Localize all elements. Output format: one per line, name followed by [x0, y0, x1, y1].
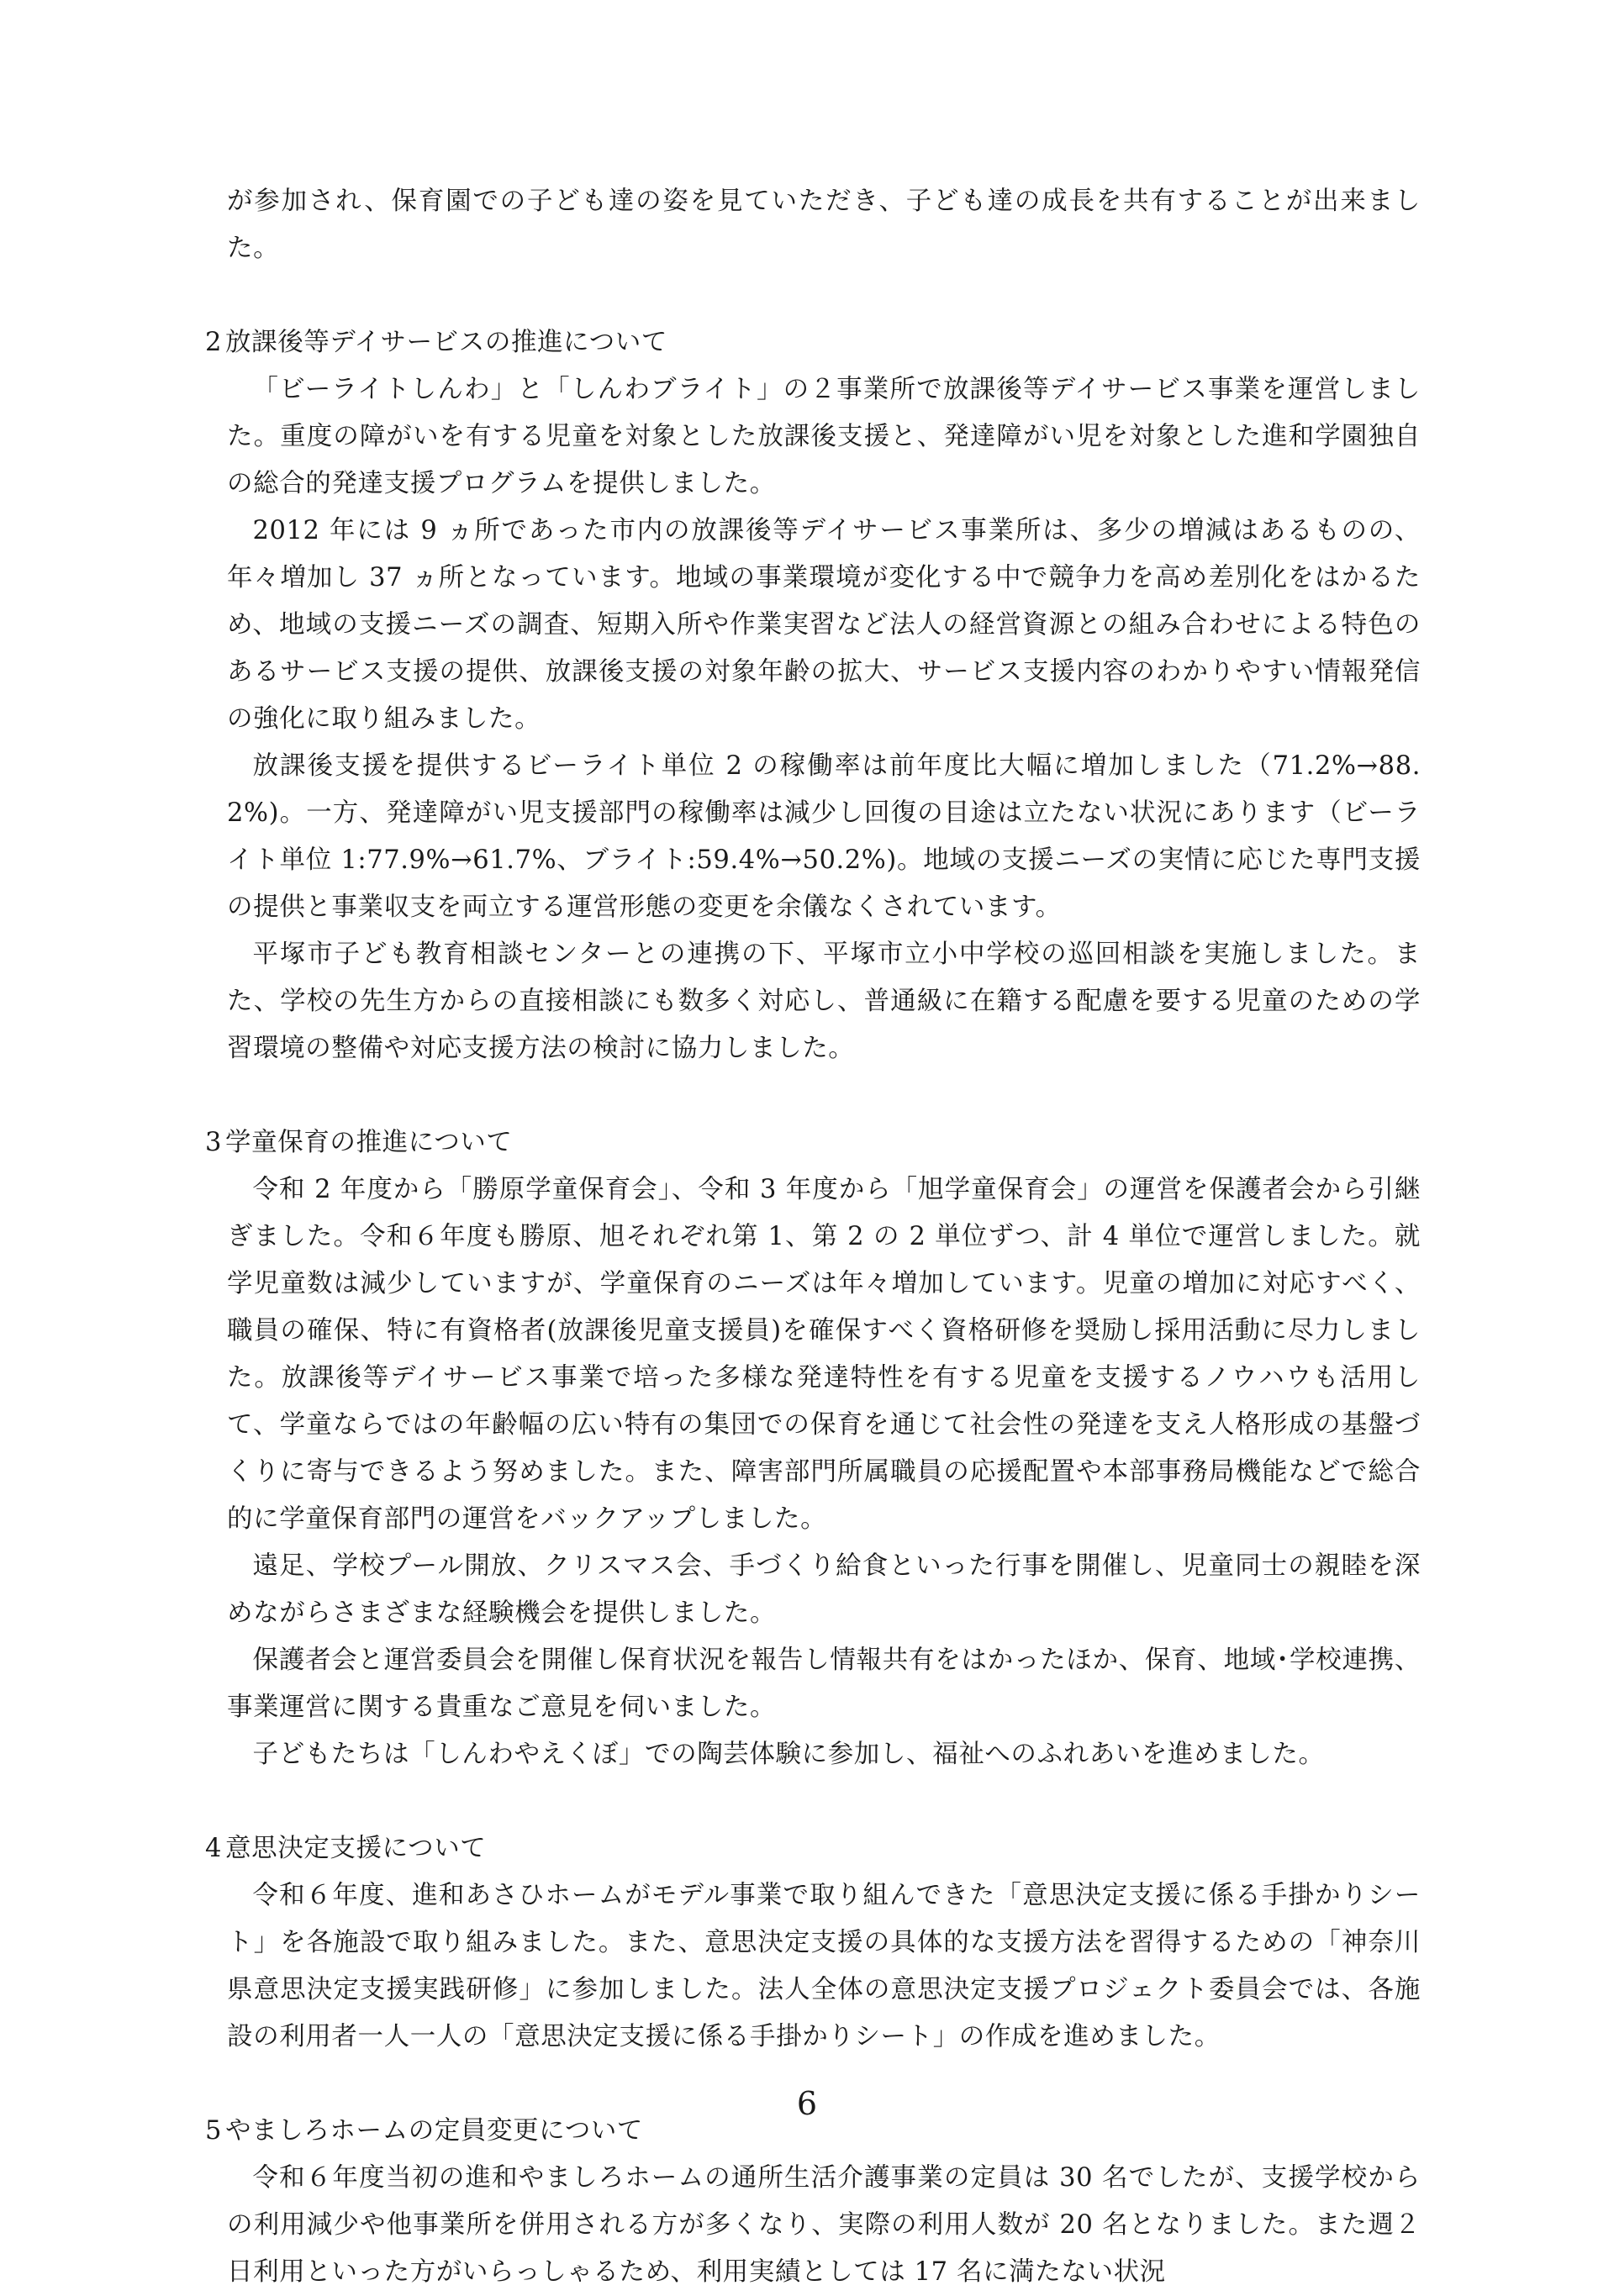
section-number: 3: [205, 1128, 223, 1157]
section-title: 放課後等デイサービスの推進について: [225, 328, 667, 357]
document-body: [205, 178, 1421, 2296]
section-paragraph: 保護者会と運営委員会を開催し保育状況を報告し情報共有をはかったほか、保育、地域･学校連携、事業運営に関する貴重なご意見を伺いました。: [227, 1646, 1421, 1722]
intro-paragraph: が参加され、保育園での子ども達の姿を見ていただき、子ども達の成長を共有することが出来ました。: [227, 187, 1421, 263]
section-number: 5: [205, 2116, 223, 2146]
section-paragraph: 「ビーライトしんわ」と「しんわブライト」の２事業所で放課後等デイサービス事業を運営しました。重度の障がいを有する児童を対象とした放課後支援と、発達障がい児を対象とした進和学園独自の総合的発達支援プログラムを提供しました。: [227, 375, 1421, 498]
section-title: 学童保育の推進について: [225, 1128, 513, 1157]
section-number: 2: [205, 328, 223, 357]
page-number: 6: [796, 2085, 818, 2122]
section-number: 4: [205, 1834, 223, 1863]
section-paragraph: 令和６年度当初の進和やましろホームの通所生活介護事業の定員は 30 名でしたが、支援学校からの利用減少や他事業所を併用される方が多くなり、実際の利用人数が 20 名となりました。また週２日利用といった方がいらっしゃるため、利用実績としては 17 名に満たない状況: [227, 2163, 1421, 2287]
section-heading: [205, 1119, 1421, 1166]
section-paragraph: 令和６年度、進和あさひホームがモデル事業で取り組んできた「意思決定支援に係る手掛かりシート」を各施設で取り組みました。また、意思決定支援の具体的な支援方法を習得するための「神奈川県意思決定支援実践研修」に参加しました。法人全体の意思決定支援プロジェクト委員会では、各施設の利用者一人一人の「意思決定支援に係る手掛かりシート」の作成を進めました。: [227, 1881, 1421, 2051]
section-heading: [205, 1825, 1421, 1872]
section-school-childcare: [205, 1119, 1421, 1778]
section-paragraph: 平塚市子ども教育相談センターとの連携の下、平塚市立小中学校の巡回相談を実施しました。また、学校の先生方からの直接相談にも数多く対応し、普通級に在籍する配慮を要する児童のための学習環境の整備や対応支援方法の検討に協力しました。: [227, 940, 1421, 1063]
section-yamashiro-capacity: [205, 2108, 1421, 2296]
section-paragraph: 令和 2 年度から「勝原学童保育会」、令和 3 年度から「旭学童保育会」の運営を保護者会から引継ぎました。令和６年度も勝原、旭それぞれ第 1、第 2 の 2 単位ずつ、計 4 単位で運営しました。就学児童数は減少していますが、学童保育のニーズは年々増加しています。児童の増加に対応すべく、職員の確保、特に有資格者(放課後児童支援員)を確保すべく資格研修を奨励し採用活動に尽力しました。放課後等デイサービス事業で培った多様な発達特性を有する児童を支援するノウハウも活用して、学童ならではの年齢幅の広い特有の集団での保育を通じて社会性の発達を支え人格形成の基盤づくりに寄与できるよう努めました。また、障害部門所属職員の応援配置や本部事務局機能などで総合的に学童保育部門の運営をバックアップしました。: [227, 1175, 1421, 1534]
section-paragraph: 子どもたちは「しんわやえくぼ」での陶芸体験に参加し、福祉へのふれあいを進めました。: [252, 1740, 1325, 1769]
section-title: 意思決定支援について: [225, 1834, 487, 1863]
section-paragraph: 放課後支援を提供するビーライト単位 2 の稼働率は前年度比大幅に増加しました（71.2%→88.2%)。一方、発達障がい児支援部門の稼働率は減少し回復の目途は立たない状況にあります（ビーライト単位 1:77.9%→61.7%、ブライト:59.4%→50.2%)。地域の支援ニーズの実情に応じた専門支援の提供と事業収支を両立する運営形態の変更を余儀なくされています。: [227, 751, 1421, 922]
section-after-school-day-service: [205, 319, 1421, 1072]
section-decision-support: [205, 1825, 1421, 2061]
section-paragraph: 2012 年には 9 ヵ所であった市内の放課後等デイサービス事業所は、多少の増減はあるものの、年々増加し 37 ヵ所となっています。地域の事業環境が変化する中で競争力を高め差別化をはかるため、地域の支援ニーズの調査、短期入所や作業実習など法人の経営資源との組み合わせによる特色のあるサービス支援の提供、放課後支援の対象年齢の拡大、サービス支援内容のわかりやすい情報発信の強化に取り組みました。: [227, 516, 1421, 734]
section-paragraph: 遠足、学校プール開放、クリスマス会、手づくり給食といった行事を開催し、児童同士の親睦を深めながらさまざまな経験機会を提供しました。: [227, 1551, 1421, 1628]
section-heading: [205, 319, 1421, 366]
section-title: やましろホームの定員変更について: [225, 2116, 644, 2146]
